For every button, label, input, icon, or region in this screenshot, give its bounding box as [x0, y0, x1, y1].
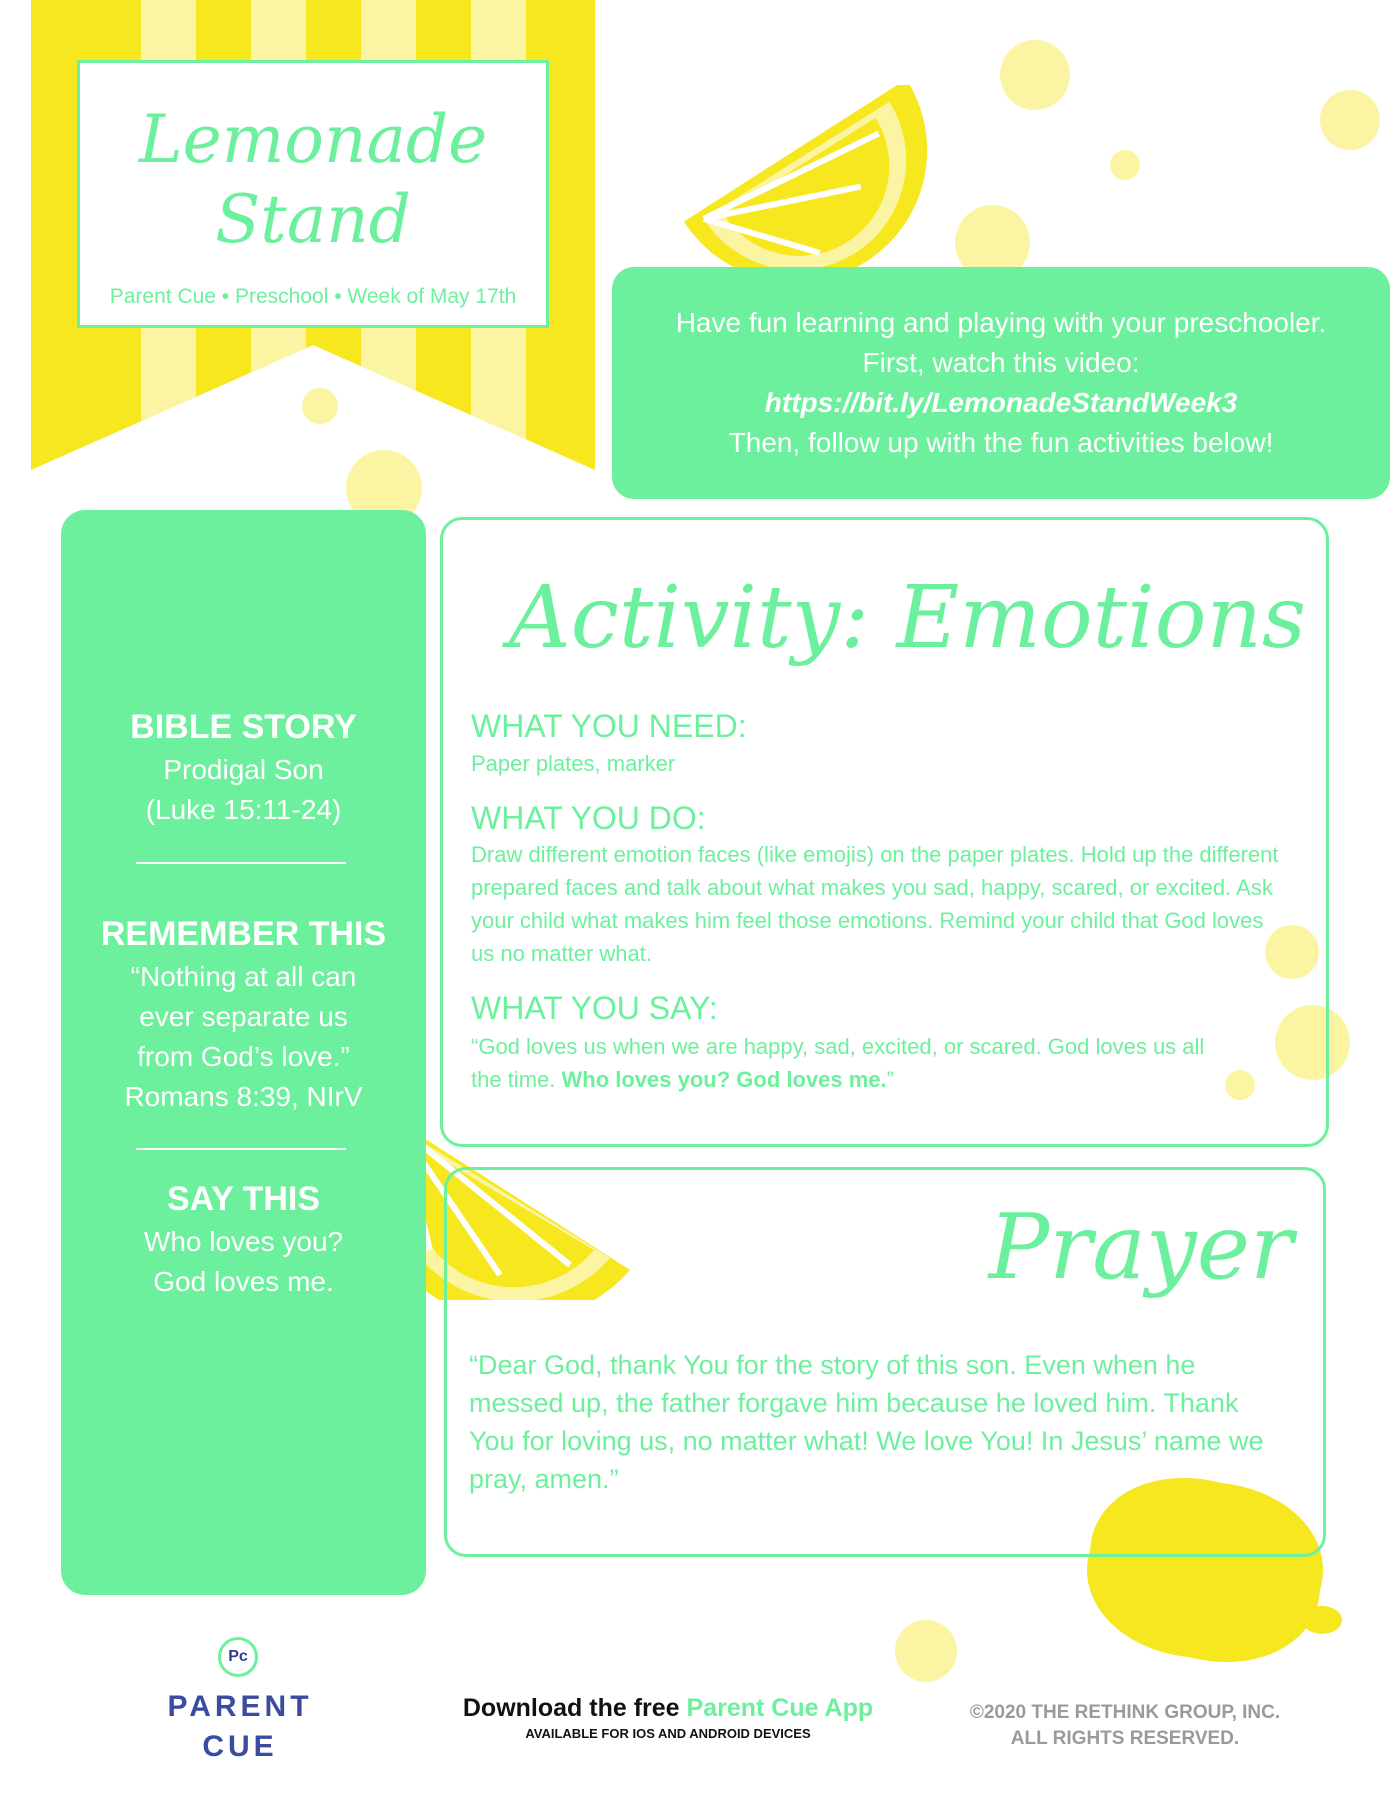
activity-title: Activity: Emotions — [508, 568, 1306, 668]
remember-line: “Nothing at all can — [130, 961, 357, 992]
title-card — [77, 60, 549, 328]
what-you-do-heading: WHAT YOU DO: — [471, 800, 706, 836]
sidebar — [61, 510, 426, 1595]
remember-reference: Romans 8:39, NIrV — [124, 1081, 363, 1112]
copyright: ©2020 THE RETHINK GROUP, INC. — [969, 1702, 1281, 1723]
bible-story-heading: BIBLE STORY — [130, 708, 357, 746]
prayer-card — [444, 1167, 1326, 1557]
divider — [136, 862, 346, 864]
remember-heading: REMEMBER THIS — [100, 915, 387, 953]
download-line — [438, 1694, 898, 1723]
copyright: ALL RIGHTS RESERVED. — [1010, 1728, 1240, 1749]
what-you-need-text: Paper plates, marker — [471, 751, 676, 776]
say-this-heading: SAY THIS — [166, 1180, 321, 1218]
parent-cue-logo-icon: Pc — [218, 1637, 258, 1677]
intro-line4: Then, follow up with the fun activities below! — [728, 427, 1274, 458]
logo-text: CUE — [202, 1730, 278, 1763]
video-link[interactable]: https://bit.ly/LemonadeStandWeek3 — [764, 387, 1238, 418]
bubble-icon — [895, 1620, 957, 1682]
page-subtitle: Parent Cue • Preschool • Week of May 17th — [109, 285, 517, 308]
activity-card — [440, 517, 1329, 1147]
what-you-say-quote: “God loves us when we are happy, sad, excited, or scared. God loves us all the time. — [471, 1034, 1205, 1092]
bible-story-title: Prodigal Son — [163, 754, 324, 785]
lemon-slice-icon — [660, 85, 930, 295]
what-you-say-bold: Who loves you? God loves me. — [561, 1067, 887, 1092]
bubble-icon — [302, 388, 338, 424]
remember-line: from God’s love.” — [137, 1041, 350, 1072]
bubble-icon — [1000, 40, 1070, 110]
what-you-need-heading: WHAT YOU NEED: — [471, 708, 747, 744]
bubble-icon — [1320, 90, 1380, 150]
bible-story-reference: (Luke 15:11-24) — [145, 794, 342, 825]
logo-text: PARENT — [167, 1690, 313, 1723]
what-you-do-text: Draw different emotion faces (like emojis) on the paper plates. Hold up the different prepared faces and talk about what makes you sad, happy, scared, or excited. Ask your child what makes him feel those emotions. Remind your child that God loves us no matter what. — [471, 842, 1279, 966]
page-title-line2: Stand — [215, 181, 411, 258]
bubble-icon — [1110, 150, 1140, 180]
download-prefix: Download the free — [462, 1694, 680, 1722]
say-this-line: Who loves you? — [143, 1226, 344, 1257]
prayer-text: “Dear God, thank You for the story of this son. Even when he messed up, the father forgave him because he loved him. Thank You for loving us, no matter what! We love You! In Jesus’ name we pray, amen.” — [469, 1350, 1264, 1494]
page-title-line1: Lemonade — [138, 101, 488, 178]
what-you-say-heading: WHAT YOU SAY: — [471, 990, 718, 1026]
what-you-say-text — [471, 1030, 1231, 1096]
remember-line: ever separate us — [139, 1001, 348, 1032]
divider — [136, 1148, 346, 1150]
app-link[interactable]: Parent Cue App — [686, 1694, 874, 1722]
intro-line1: Have fun learning and playing with your preschooler. — [675, 307, 1327, 338]
download-subtext: AVAILABLE FOR IOS AND ANDROID DEVICES — [525, 1726, 811, 1741]
prayer-title: Prayer — [988, 1195, 1293, 1300]
say-this-line: God loves me. — [153, 1266, 334, 1297]
intro-box — [612, 267, 1390, 499]
intro-line2: First, watch this video: — [862, 347, 1140, 378]
what-you-say-close: ” — [886, 1067, 894, 1092]
